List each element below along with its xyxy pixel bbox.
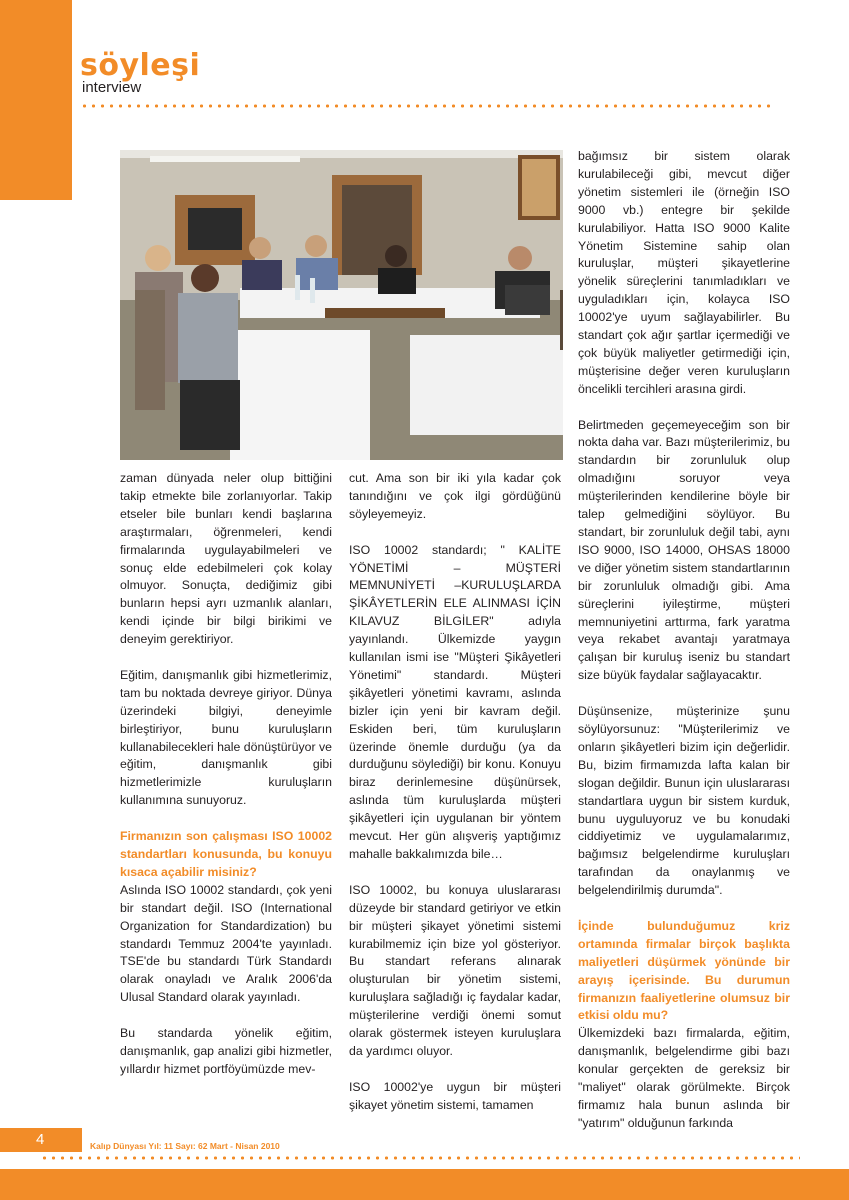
journal-info: Kalıp Dünyası Yıl: 11 Sayı: 62 Mart - Nisan 2010 — [90, 1141, 280, 1151]
paragraph: ISO 10002 standardı; " KALİTE YÖNETİMİ – MÜŞTERİ MEMNUNİYETİ –KURULUŞLARDA ŞİKÂYETLERİN ELE ALINMASI İÇİN KILAVUZ BİLGİLER" adıyla yayınlandı. Ülkemizde yaygın kullanılan ismi ise "Müşteri Şikâyetleri Yönetimi" standardı. Müşteri şikâyetleri yönetimi kavramı, aslında bizler için yeni bir kavram değil. Eskiden beri, tüm kuruluşların üzerinde önemle durduğu (ya da durduğunu söylediği) bir konu. Konuyu biraz derinlemesine düşünürsek, aslında tüm kuruluşlarda müşteri şikâyetleri için uygulanan bir yöntem mevcut. Her gün alışveriş yaptığımız mahalle bakkalımızda bile… — [349, 542, 561, 862]
paragraph: cut. Ama son bir iki yıla kadar çok tanındığını ve çok ilgi gördüğünü söyleyemeyiz. — [349, 471, 561, 521]
paragraph: ISO 10002'ye uygun bir müşteri şikayet yönetim sistemi, tamamen — [349, 1079, 561, 1112]
paragraph: Düşünsenize, müşterinize şunu söylüyorsunuz: "Müşterilerimiz ve onların şikâyetleri bizim için değerlidir. Bu, bizim firmamızda lafta kalan bir slogan değildir. Bunun için uluslararası standartlara uygun bir sistem kurduk, bunu uyguluyoruz ve bu konudaki ciddiyetimiz ve uygulamalarımız, bağımsız belgelendirme kuruluşları tarafından da onaylanmış ve belgelendirilmiş durumda". — [578, 704, 790, 898]
article-column-3 — [578, 148, 790, 1151]
dotted-divider-top — [80, 104, 770, 108]
interview-question: Firmanızın son çalışması ISO 10002 standartları konusunda, bu konuyu kısaca açabilir misiniz? — [120, 829, 332, 879]
paragraph: Bu standarda yönelik eğitim, danışmanlık, gap analizi gibi hizmetler, yıllardır hizmet portföyümüzde mev- — [120, 1026, 332, 1076]
paragraph: Belirtmeden geçemeyeceğim son bir nokta daha var. Bazı müşterilerimiz, bu standardın bir zorunluluk olup olmadığını soruyor veya müşterilerinden kendilerine böyle bir talep gelmediğini söylüyor. Bu standart, bir zorunluluk değil tabi, aynı ISO 9000, ISO 14000, OHSAS 18000 ve diğer yönetim sistem standartlarının bir zorunluluk olmadığı gibi. Ama süreçlerini iyileştirme, müşteri memnuniyetini arttırma, fark yaratma veya rekabet avantajı yaratmaya çalışan bir kuruluş iseniz bu standart size büyük faydalar sağlayacaktır. — [578, 417, 790, 683]
paragraph: ISO 10002, bu konuya uluslararası düzeyde bir standard getiriyor ve etkin bir müşteri şikayet yönetimi sistemi kurabilmemiz için bize yol gösteriyor. Bu standart referans alınarak oluşturulan bir yönetim sistemi, kuruluşlara sağladığı iç faydalar kadar, müşterilerine verdiği önemi somut olarak göstermek isteyen kuruluşlara da yardımcı oluyor. — [349, 882, 561, 1058]
interview-question: İçinde bulunduğumuz kriz ortamında firmalar birçok başlıkta maliyetleri düşürmek yönünde bir arayış içerisinde. Bu durumun firmanızın faaliyetlerine olumsuz bir etkisi oldu mu? — [578, 918, 790, 1023]
paragraph: bağımsız bir sistem olarak kurulabileceği gibi, mevcut diğer yönetim sistemleri ile (örneğin ISO 9000 vb.) entegre bir şekilde kurulabiliyor. Hatta ISO 9000 Kalite Yönetim Sistemine sahip olan kuruluşlar, müşteri şikayetlerine yönelik süreçlerini tanımladıkları ve uyguladıkları için, kolayca ISO 10002'ye uyum sağlayabilirler. Bu standart çok ağır şartlar içermediği ve çok büyük maliyetler getirmediği için, müşterisine değer veren kuruluşların öncelikli tercihleri arasına girdi. — [578, 149, 790, 396]
section-title: söyleşi — [80, 48, 201, 83]
article-column-2 — [349, 470, 561, 1132]
article-column-1 — [120, 470, 332, 1097]
dotted-divider-bottom — [40, 1156, 800, 1160]
paragraph: zaman dünyada neler olup bittiğini takip etmekte bile zorlanıyorlar. Takip etseler bile bunları kendi başlarına araştırmaları, öğrenmeleri, kendi firmalarında uygulayabilmeleri ve sonuç elde edebilmeleri çok kolay olmuyor. Sonuçta, dediğimiz gibi bunların hepsi ayrı uzmanlık alanları, kendi içinde bir bilgi birikimi ve deneyim gerektiriyor. — [120, 471, 332, 647]
paragraph: Ülkemizdeki bazı firmalarda, eğitim, danışmanlık, belgelendirme gibi bazı konular gerçekten de gereksiz bir "maliyet" olarak görülmekte. Birçok firmamız hala bunun aslında bir "yatırım" olduğunun farkında — [578, 1026, 790, 1130]
section-subtitle: interview — [82, 79, 142, 96]
paragraph: Aslında ISO 10002 standardı, çok yeni bir standart değil. ISO (International Organization for Standardization) bu standardı Temmuz 2004'te yayınladı. TSE'de bu standardı Türk Standardı olarak onayladı ve Aralık 2006'da Ulusal Standard olarak yayınladı. — [120, 882, 332, 1005]
corner-accent-block — [0, 0, 72, 200]
page-number: 4 — [36, 1131, 45, 1148]
bottom-accent-bar — [0, 1169, 849, 1200]
paragraph: Eğitim, danışmanlık gibi hizmetlerimiz, tam bu noktada devreye giriyor. Dünya üzerindeki bilgiyi, deneyimle birleştiriyor, bunu kuruluşların kullanabilecekleri hale dönüştürüyor ve eğitim, danışmanlık gibi hizmetlerimizle kuruluşların kullanımına sunuyoruz. — [120, 667, 332, 808]
meeting-photo — [120, 150, 563, 460]
